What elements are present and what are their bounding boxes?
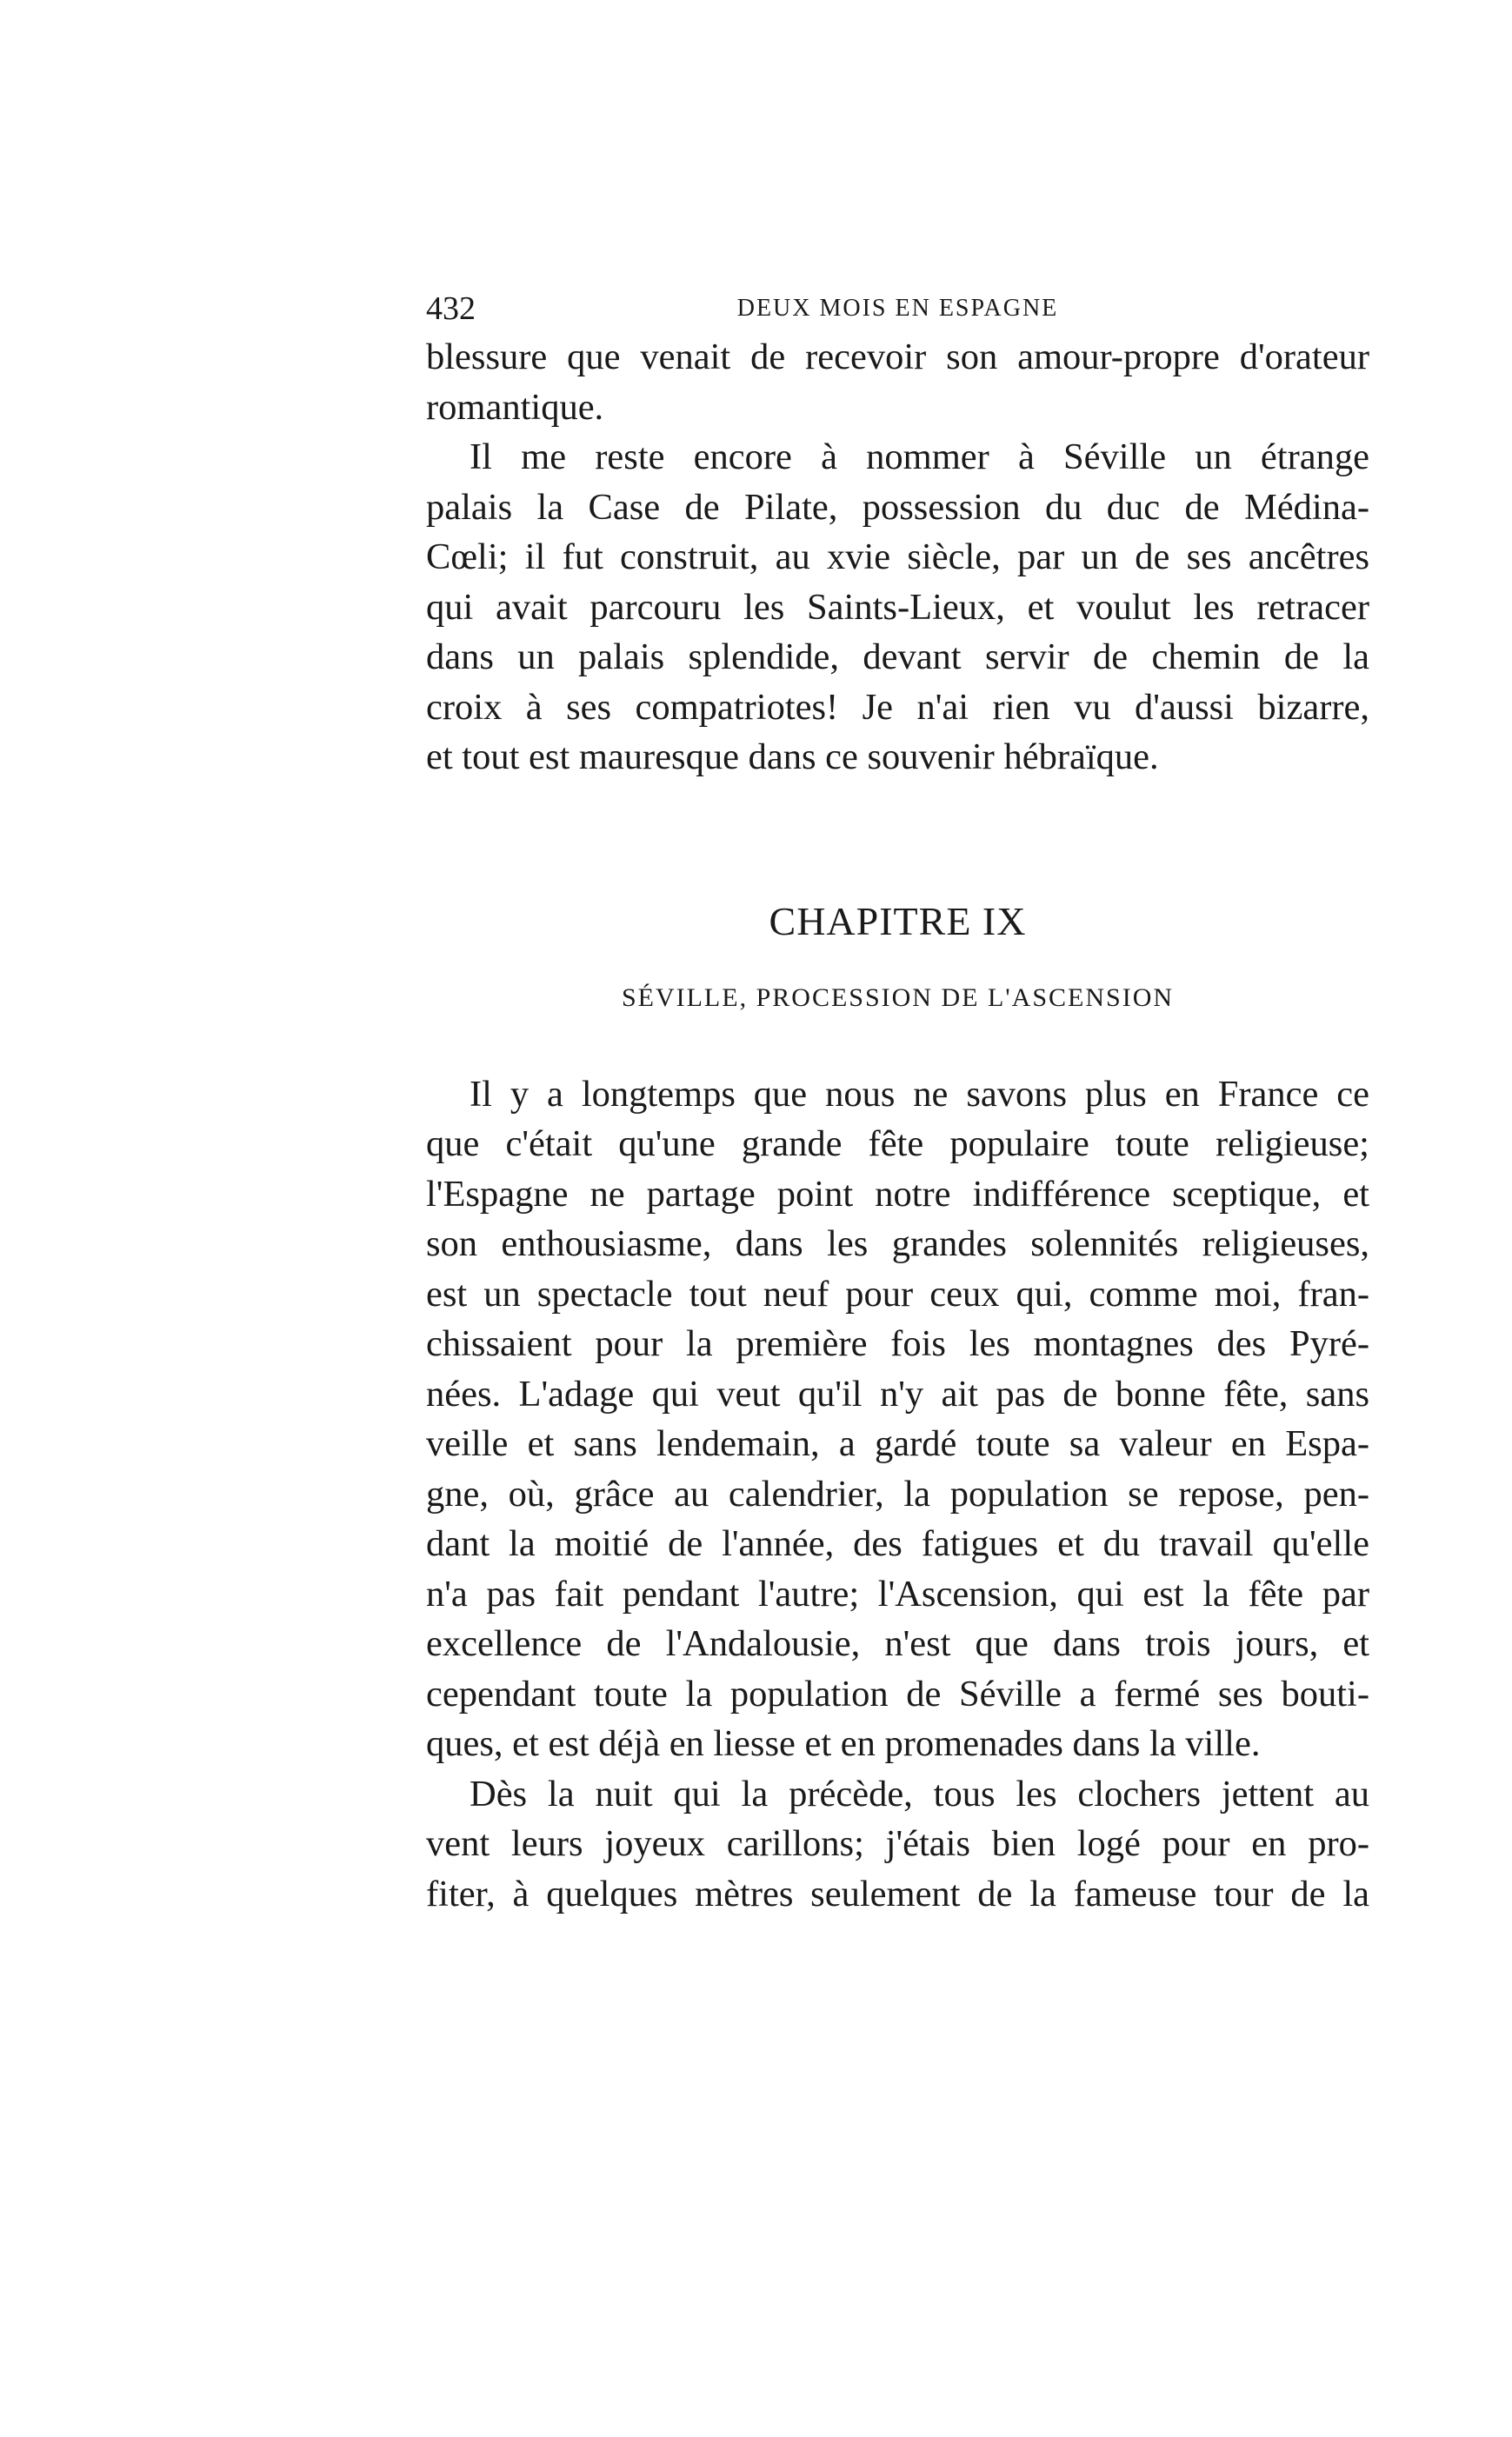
text-line: ques, et est déjà en liesse et en promenades dans la ville. [426, 1723, 1261, 1764]
page-number: 432 [426, 290, 476, 327]
text-line: n'a pas fait pendant l'autre; l'Ascension, qui est la fête par [426, 1573, 1369, 1615]
text-line: romantique. [426, 386, 604, 428]
text-line: Dès la nuit qui la précède, tous les clochers jettent au [470, 1773, 1369, 1814]
text-line: gne, où, grâce au calendrier, la population se repose, pen- [426, 1473, 1369, 1515]
text-line: croix à ses compatriotes! Je n'ai rien vu d'aussi bizarre, [426, 686, 1369, 728]
text-line: son enthousiasme, dans les grandes solennités religieuses, [426, 1223, 1369, 1264]
text-line: nées. L'adage qui veut qu'il n'y ait pas de bonne fête, sans [426, 1373, 1369, 1415]
text-line: dant la moitié de l'année, des fatigues et du travail qu'elle [426, 1523, 1369, 1564]
text-line: Il me reste encore à nommer à Séville un étrange [470, 436, 1369, 477]
text-line: dans un palais splendide, devant servir de chemin de la [426, 636, 1369, 677]
text-line: est un spectacle tout neuf pour ceux qui, comme moi, fran- [426, 1273, 1369, 1315]
running-title: DEUX MOIS EN ESPAGNE [736, 295, 1059, 322]
text-line: que c'était qu'une grande fête populaire toute religieuse; [426, 1123, 1369, 1164]
text-line: vent leurs joyeux carillons; j'étais bien logé pour en pro- [426, 1823, 1369, 1864]
chapter-title: CHAPITRE IX [769, 898, 1027, 943]
intro-paragraphs [426, 332, 1369, 782]
chapter-subtitle: SÉVILLE, PROCESSION DE L'ASCENSION [621, 982, 1175, 1012]
text-line: Cœli; il fut construit, au xvie siècle, par un de ses ancêtres [426, 536, 1369, 577]
text-line: palais la Case de Pilate, possession du duc de Médina- [426, 486, 1369, 528]
text-line: excellence de l'Andalousie, n'est que dans trois jours, et [426, 1623, 1369, 1664]
text-line: qui avait parcouru les Saints-Lieux, et voulut les retracer [426, 586, 1369, 628]
text-line: veille et sans lendemain, a gardé toute sa valeur en Espa- [426, 1423, 1369, 1464]
text-line: et tout est mauresque dans ce souvenir hébraïque. [426, 736, 1159, 777]
text-line: l'Espagne ne partage point notre indifférence sceptique, et [426, 1173, 1369, 1215]
running-head [426, 287, 1369, 330]
chapter-paragraphs [426, 1069, 1369, 1920]
text-line: Il y a longtemps que nous ne savons plus en France ce [470, 1073, 1369, 1115]
text-line: fiter, à quelques mètres seulement de la fameuse tour de la [426, 1873, 1369, 1914]
text-line: blessure que venait de recevoir son amour-propre d'orateur [426, 336, 1369, 377]
book-page [426, 287, 1369, 1919]
text-line: cependant toute la population de Séville a fermé ses bouti- [426, 1673, 1369, 1715]
text-line: chissaient pour la première fois les montagnes des Pyré- [426, 1323, 1369, 1364]
